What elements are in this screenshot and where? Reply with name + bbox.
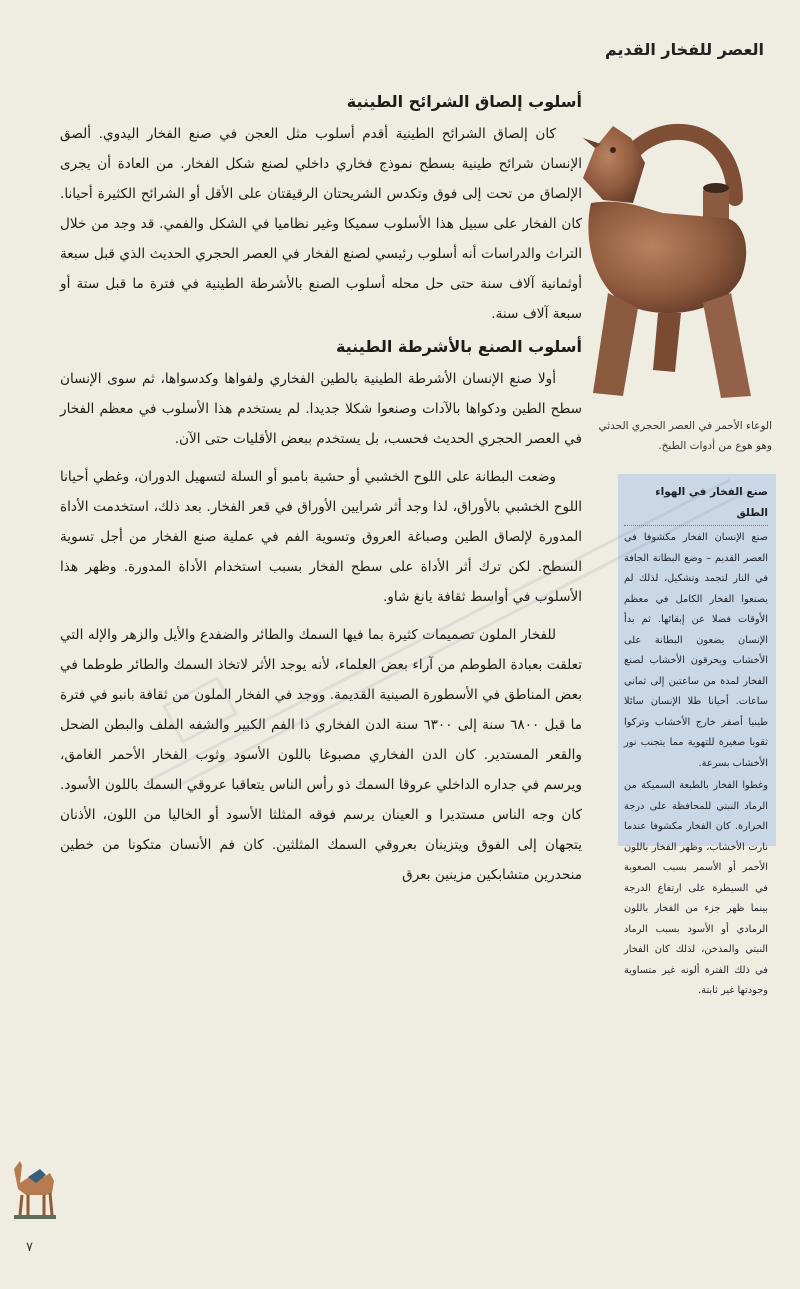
body-paragraph: للفخار الملون تصميمات كثيرة بما فيها السمك والطائر والضفدع والأيل والزهر والإله التي تعلقت بعبادة الطوطم من آراء بعض العلماء، لأنه يوجد الأثر لاتخاذ السمك والطائر طوطما في بعض المناطق في الأسطورة الصينية القديمة. ووجد في الفخار الملون من ثقافة بانبو في فترة ما قبل ٦٨٠٠ سنة إلى ٦٣٠٠ سنة الدن الفخاري ذا الفم الكبير والشفه الملف والبطن الضحل والقعر المستدير. كان الدن الفخاري مصبوغا باللون الأسود وثوب الفخار الأحمر الغامق، ويرسم في جداره الداخلي عروقا السمك ذو رأس الناس يتعاقبا عروقي السمك باللون الأسود. كان وجه الناس مستديرا و العينان يرسم فوقه المثلثا الأسود أو الخاليا من اللون، الأذنان يتجهان إلى الفوق ويتزينان بعروقي السمك المثلثين. كان فم الأنسان متكونا من خطين منحدرين متشابكين مزينين بعرق <box>60 627 583 883</box>
page-number: ٧ <box>26 1240 33 1255</box>
body-paragraph: كان إلصاق الشرائح الطينية أقدم أسلوب مثل العجن في صنع الفخار اليدوي. ألصق الإنسان شرائح طينية بسطح نموذج فخاري داخلي لصنع شكل الفخار. من العادة أن يجرى الإلصاق من تحت إلى فوق وتكدس الشريحتان الرقيقتان على الأقل أو الشرائح الكثيرة أحيانا. كان الفخار على سبيل هذا الأسلوب سميكا وغير نظاميا في الشكل والفمي. قد وجد من خلال التراث والدراسات أنه أسلوب رئيسي لصنع الفخار في العصر الحجري الحديث الذي قبل سبعة أوثمانية آلاف سنة حتى حل محله أسلوب الصنع بالأشرطة الطينية في فترة ما قبل ستة أو سبعة آلاف سنة. <box>60 126 582 322</box>
section-heading: أسلوب إلصاق الشرائح الطينية <box>346 92 582 111</box>
main-text-column <box>60 92 582 898</box>
sidebar-title: صنع الفخار في الهواء الطلق <box>624 482 768 526</box>
pottery-vessel-photo <box>553 108 758 408</box>
body-paragraph: أولا صنع الإنسان الأشرطة الطينية بالطين الفخاري ولفواها وكدسواها، ثم سوى الإنسان سطح الطين ودكواها بالآدات وصنعوا شكلا جديدا. لم يستخدم هذا الأسلوب في معظم الفخار في العصر الحجري الحديث فحسب، بل يستخدم ببعض الأقليات حتى الآن. <box>60 371 582 447</box>
running-header: العصر للفخار القديم <box>605 40 764 59</box>
camel-figurine-icon <box>6 1155 62 1221</box>
body-paragraph: وضعت البطانة على اللوح الخشبي أو حشية بامبو أو السلة لتسهيل الدوران، وغطي أحيانا اللوح الخشبي بالأوراق، لذا وجد أثر شرايين الأوراق في قعر الفخار. بعد ذلك، استخدمت الأداة المدورة لإلصاق الطين وصباغة العروق وتسوية الفم في عملية صنع الفخار من أجل تسوية السطح. لكن ترك أثر الأداة على سطح الفخار بسبب استخدام الأداة المدورة. وظهر هذا الأسلوب في أواسط ثقافة يانغ شاو. <box>60 469 582 605</box>
sidebar-paragraph: صنع الإنسان الفخار مكشوفا في العصر القديم – وضع البطانة الجافة في النار لتجمد وتشكيل، لذلك لم يصنعوا الفخار الكامل في معظم الأوقات فضلا عن إبقائها. ثم بدأ الإنسان يضعون البطانة على الأخشاب ويحرقون الأخشاب لصنع الفخار لمدة من ساعتين إلى ثماني ساعات. أحيانا طلا الإنسان سائلا طينيا أصفر خارج الأخشاب وتركوا ثقوبا صغيرة للتهوية مما يتجنب نور الأخشاب بسرعة. <box>624 532 768 769</box>
photo-caption: الوعاء الأحمر في العصر الحجري الحدثي وهو هوع من أدوات الطبخ. <box>598 420 772 452</box>
sidebar-paragraph: وغطوا الفخار بالطبعة السميكة من الرماد النبتي للمحافظة على درجة الحرارة. كان الفخار مكشوفا عندما نارت الأخشاب، وظهر الفخار باللون الأحمر أو الأسمر بسبب الصعوبة في السيطرة على ارتفاع الدرجة بينما ظهر جزء من الفخار باللون الرمادي أو الأسود بسبب الرماد النبتي والمدخن، لذلك كان الفخار في ذلك الفترة ألونه غير متساوية وجودتها غير ثابتة. <box>624 780 768 996</box>
sidebar-box <box>618 474 776 996</box>
section-heading: أسلوب الصنع بالأشرطة الطينية <box>335 337 582 356</box>
